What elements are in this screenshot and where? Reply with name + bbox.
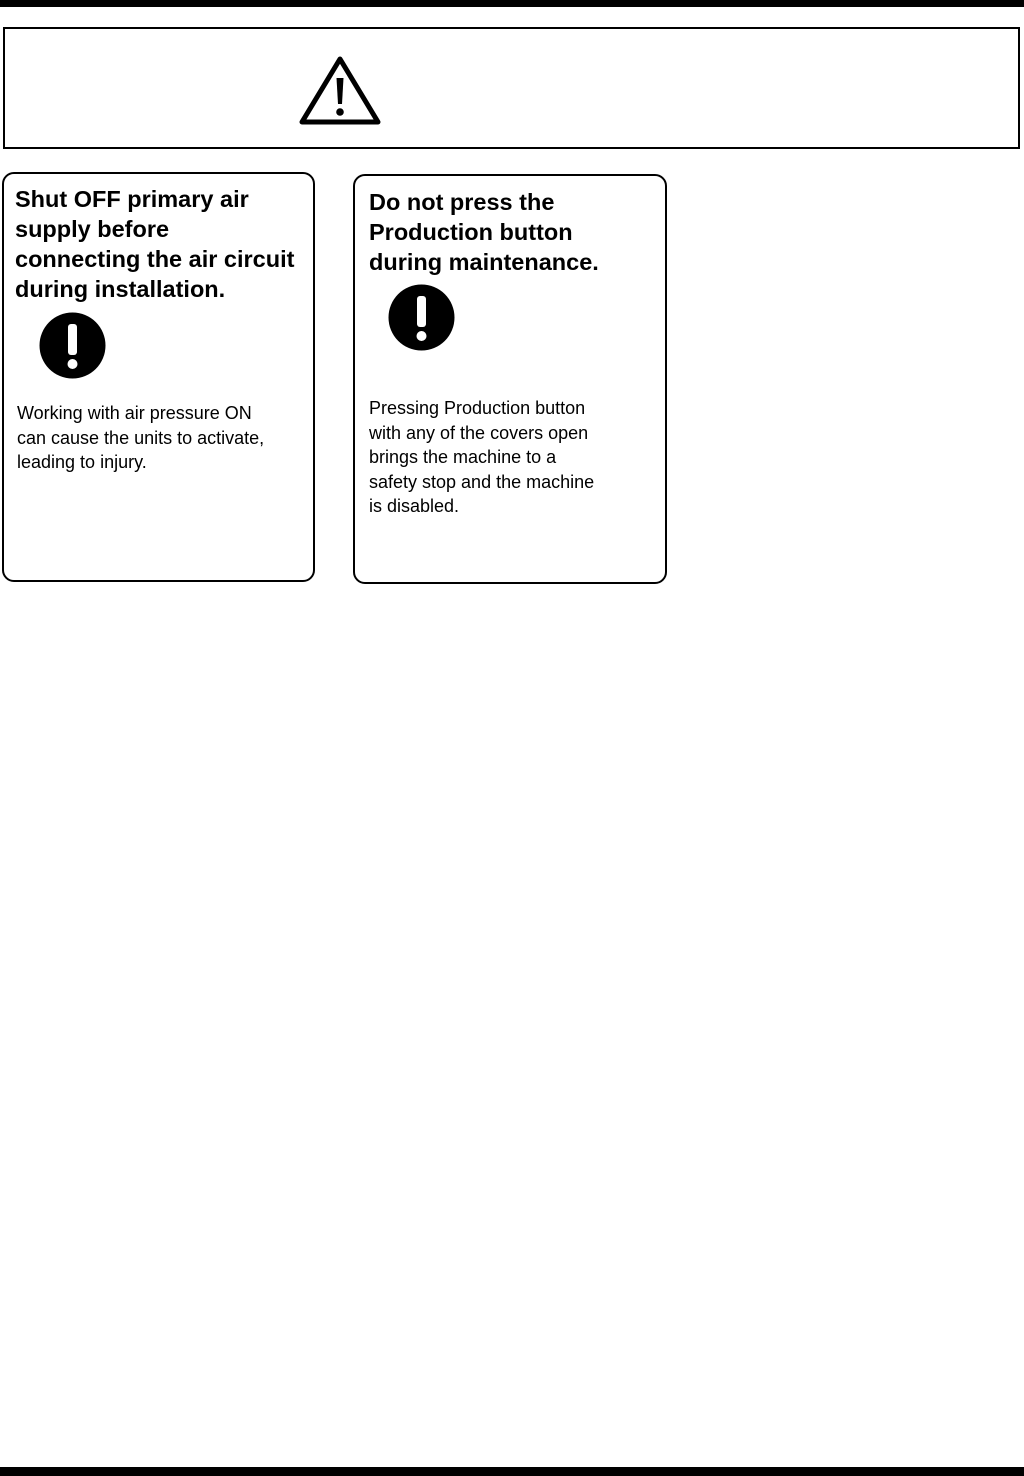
warning-banner (3, 27, 1020, 149)
card-body: Pressing Production button with any of the covers open brings the machine to a safety stop and the machine is disabled. (369, 398, 595, 516)
card-body: Working with air pressure ON can cause the units to activate, leading to injury. (17, 403, 265, 472)
mandatory-action-icon (39, 312, 106, 379)
top-rule (0, 0, 1024, 7)
safety-card-air-supply (2, 172, 315, 582)
card-title: Do not press the Production button during maintenance. (369, 189, 599, 275)
card-title: Shut OFF primary air supply before connecting the air circuit during installation. (15, 186, 295, 302)
warning-triangle-icon (298, 54, 382, 128)
safety-card-production-button (353, 174, 667, 584)
mandatory-action-icon (388, 284, 455, 351)
bottom-rule (0, 1467, 1024, 1476)
